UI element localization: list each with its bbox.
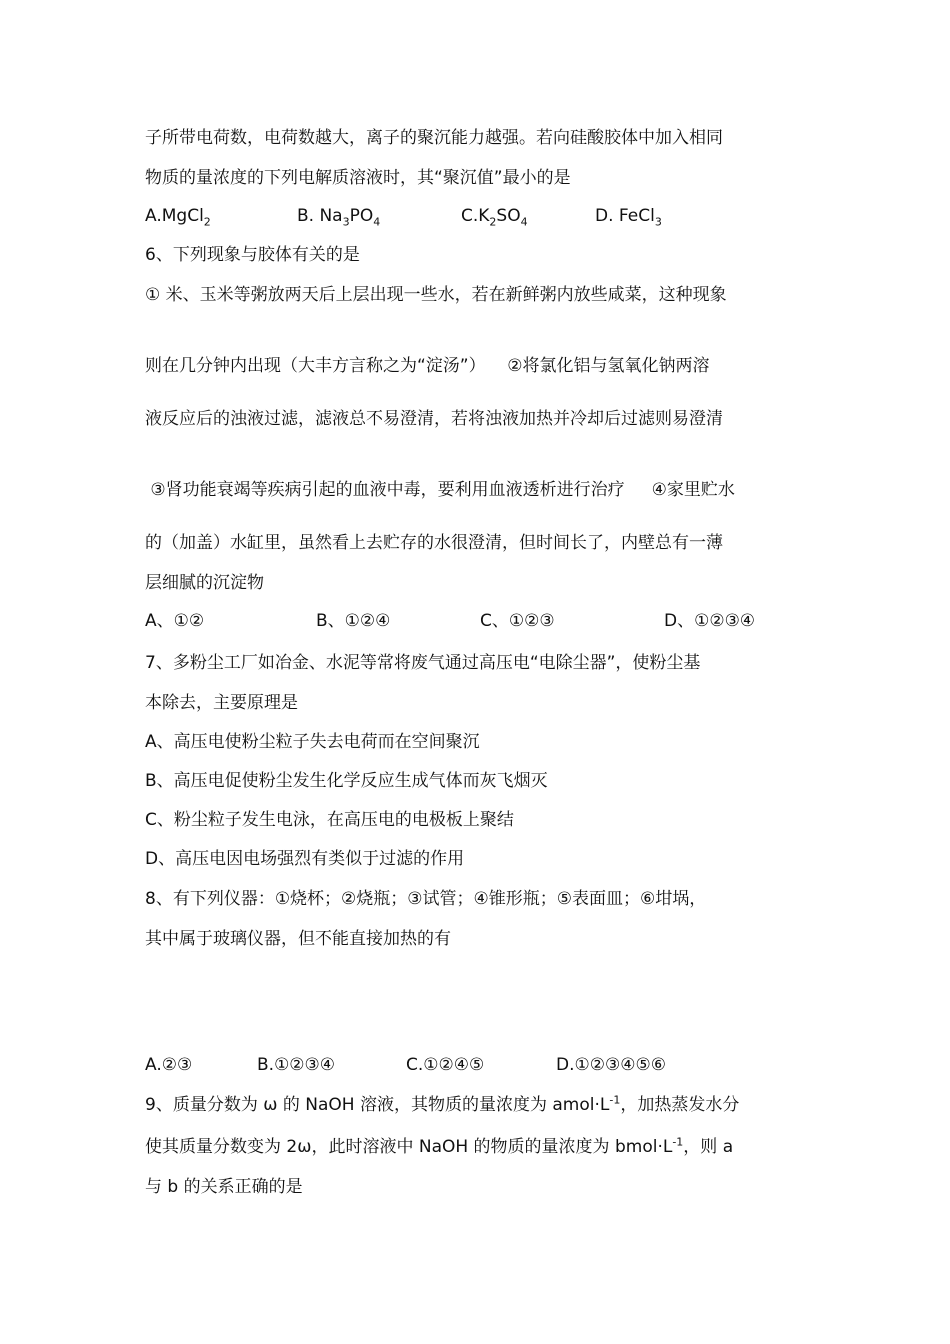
q8-option-a: A.②③ [145, 1055, 193, 1075]
q7-stem-line-1: 7、多粉尘工厂如冶金、水泥等常将废气通过高压电“电除尘器”，使粉尘基 [145, 653, 701, 673]
q6-text-line-3: 液反应后的浊液过滤，滤液总不易澄清，若将浊液加热并冷却后过滤则易澄清 [145, 409, 723, 429]
q5-option-d: D. FeCl$_3$ [595, 206, 662, 229]
q8-option-d: D.①②③④⑤⑥ [556, 1055, 666, 1075]
q7-option-b: B、高压电促使粉尘发生化学反应生成气体而灰飞烟灭 [145, 771, 548, 791]
q6-option-b: B、①②④ [316, 611, 391, 631]
q6-text-line-1: ① 米、玉米等粥放两天后上层出现一些水，若在新鲜粥内放些咸菜，这种现象 [145, 285, 727, 305]
q9-stem-line-3: 与 b 的关系正确的是 [145, 1177, 303, 1197]
q6-option-d: D、①②③④ [664, 611, 756, 631]
q6-text-line-2: 则在几分钟内出现（大丰方言称之为“淀汤”） ②将氯化铝与氢氧化钠两溶 [145, 356, 710, 376]
q8-option-c: C.①②④⑤ [406, 1055, 485, 1075]
q9-stem-line-2: 使其质量分数变为 2ω，此时溶液中 NaOH 的物质的量浓度为 $bmol\cdot L^{-1}$，则 a [145, 1135, 734, 1157]
q6-text-line-5: 的（加盖）水缸里，虽然看上去贮存的水很澄清，但时间长了，内壁总有一薄 [145, 533, 723, 553]
q5-option-c: $C.K_2SO_4$ [461, 206, 528, 229]
q7-option-c: C、粉尘粒子发生电泳，在高压电的电极板上聚结 [145, 810, 514, 830]
q5-option-a: A.MgCl$_2$ [145, 206, 211, 229]
q6-text-line-4: ③肾功能衰竭等疾病引起的血液中毒，要利用血液透析进行治疗 ④家里贮水 [145, 480, 735, 500]
q5-stem-line-2: 物质的量浓度的下列电解质溶液时，其“聚沉值”最小的是 [145, 168, 571, 188]
q5-option-b: B. $Na_3PO_4$ [297, 206, 381, 229]
q6-stem: 6、下列现象与胶体有关的是 [145, 245, 360, 265]
q8-stem-line-2: 其中属于玻璃仪器，但不能直接加热的有 [145, 929, 451, 949]
q9-stem-line-1: 9、质量分数为 ω 的 NaOH 溶液，其物质的量浓度为 $amol\cdot L^{-1}$，加热蒸发水分 [145, 1093, 740, 1115]
q8-stem-line-1: 8、有下列仪器：①烧杯；②烧瓶；③试管；④锥形瓶；⑤表面皿；⑥坩埚， [145, 889, 707, 909]
q7-option-a: A、高压电使粉尘粒子失去电荷而在空间聚沉 [145, 732, 480, 752]
q6-option-c: C、①②③ [480, 611, 555, 631]
q8-option-b: B.①②③④ [257, 1055, 336, 1075]
q7-stem-line-2: 本除去，主要原理是 [145, 693, 298, 713]
q6-option-a: A、①② [145, 611, 205, 631]
q6-text-line-6: 层细腻的沉淀物 [145, 573, 264, 593]
q7-option-d: D、高压电因电场强烈有类似于过滤的作用 [145, 849, 465, 869]
q5-stem-line-1: 子所带电荷数，电荷数越大，离子的聚沉能力越强。若向硅酸胶体中加入相同 [145, 128, 723, 148]
